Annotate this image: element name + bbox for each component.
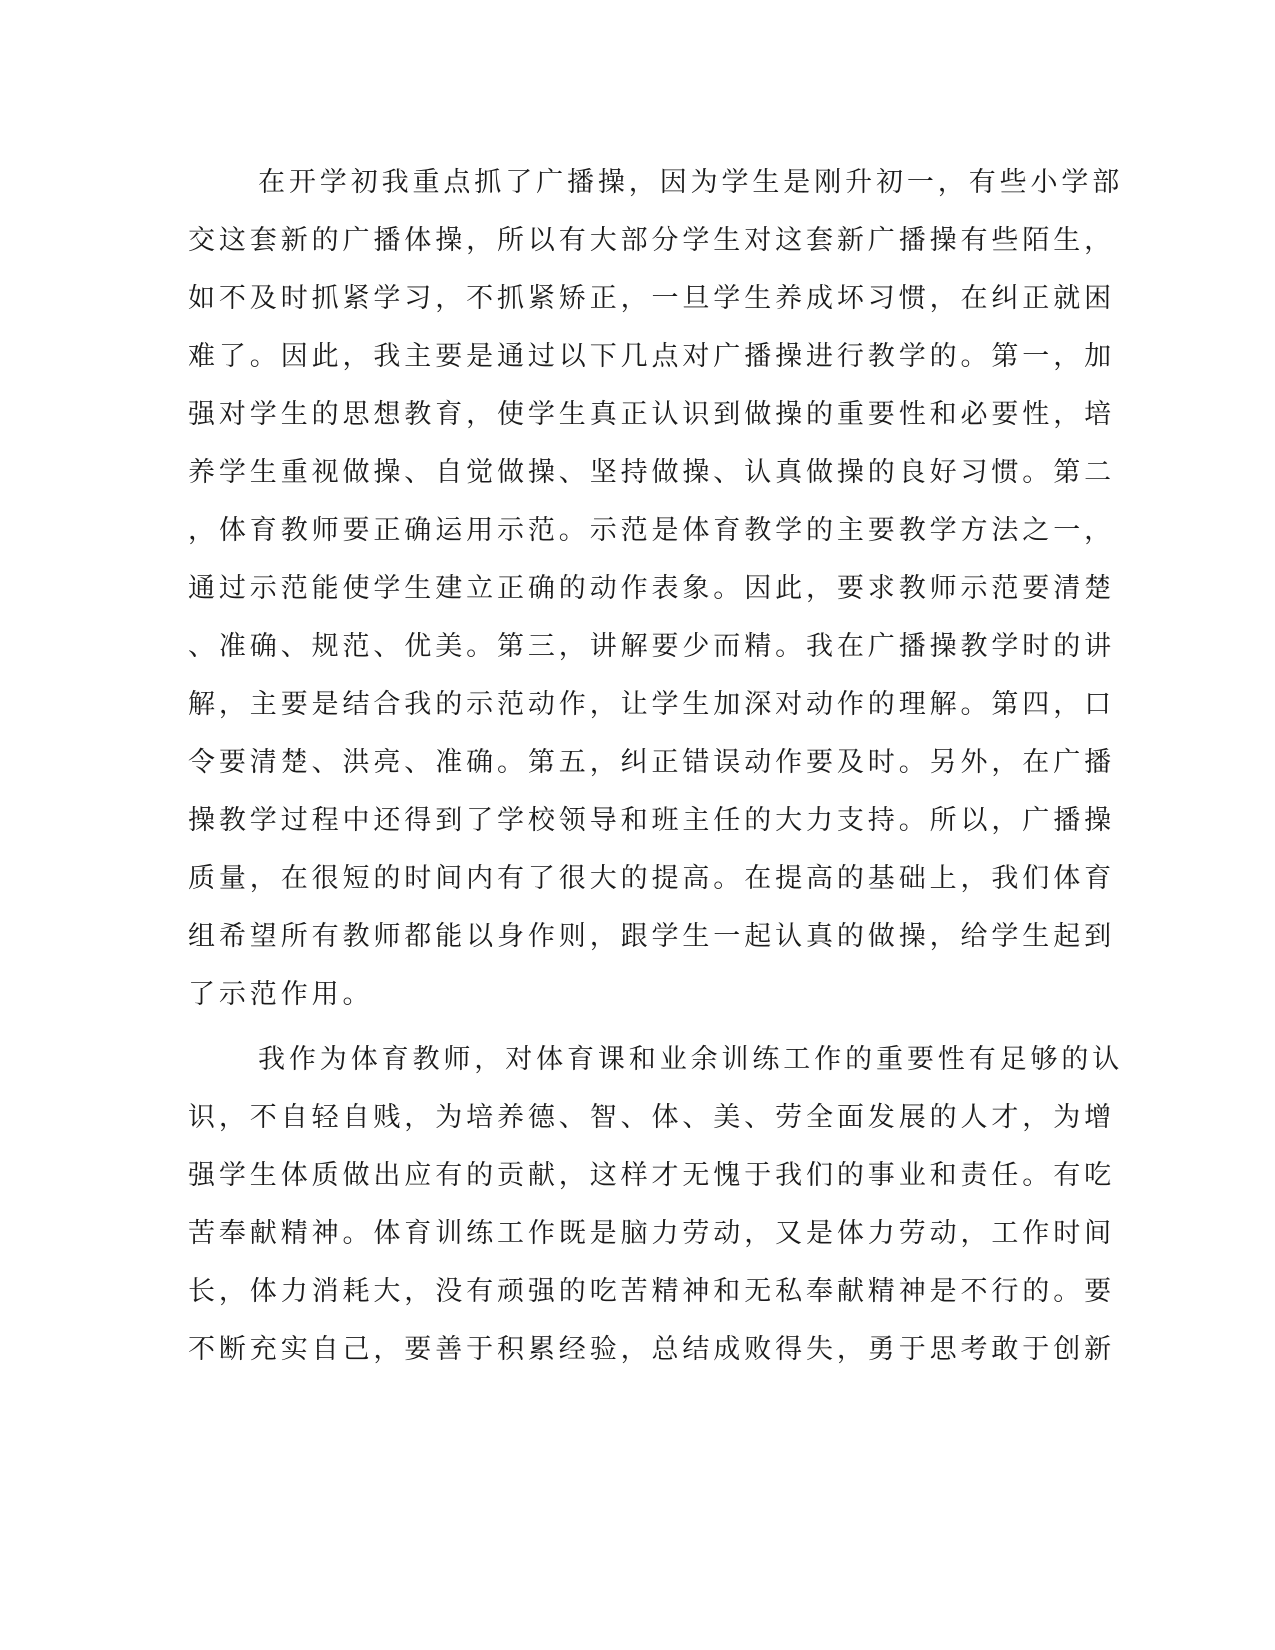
- text-line: 强学生体质做出应有的贡献，这样才无愧于我们的事业和责任。有吃: [188, 1160, 1115, 1191]
- text-line: 通过示范能使学生建立正确的动作表象。因此，要求教师示范要清楚: [188, 573, 1115, 604]
- text-line: 质量，在很短的时间内有了很大的提高。在提高的基础上，我们体育: [188, 863, 1115, 894]
- text-line: 如不及时抓紧学习，不抓紧矫正，一旦学生养成坏习惯，在纠正就困: [188, 283, 1115, 314]
- text-line: 操教学过程中还得到了学校领导和班主任的大力支持。所以，广播操: [188, 805, 1115, 836]
- text-line: 难了。因此，我主要是通过以下几点对广播操进行教学的。第一，加: [188, 341, 1115, 372]
- text-line: 强对学生的思想教育，使学生真正认识到做操的重要性和必要性，培: [188, 399, 1115, 430]
- text-line: 我作为体育教师，对体育课和业余训练工作的重要性有足够的认: [258, 1044, 1124, 1075]
- text-line: 在开学初我重点抓了广播操，因为学生是刚升初一，有些小学部: [258, 167, 1124, 198]
- text-line: 解，主要是结合我的示范动作，让学生加深对动作的理解。第四，口: [188, 689, 1115, 720]
- text-line: 养学生重视做操、自觉做操、坚持做操、认真做操的良好习惯。第二: [188, 457, 1115, 488]
- text-line: 组希望所有教师都能以身作则，跟学生一起认真的做操，给学生起到: [188, 921, 1115, 952]
- text-line: 交这套新的广播体操，所以有大部分学生对这套新广播操有些陌生，: [188, 225, 1115, 256]
- text-line: ，体育教师要正确运用示范。示范是体育教学的主要教学方法之一，: [188, 515, 1115, 546]
- text-line: 了示范作用。: [188, 979, 374, 1010]
- text-line: 不断充实自己，要善于积累经验，总结成败得失，勇于思考敢于创新: [188, 1334, 1115, 1365]
- text-line: 长，体力消耗大，没有顽强的吃苦精神和无私奉献精神是不行的。要: [188, 1276, 1115, 1307]
- text-line: 识，不自轻自贱，为培养德、智、体、美、劳全面发展的人才，为增: [188, 1102, 1115, 1133]
- text-line: 苦奉献精神。体育训练工作既是脑力劳动，又是体力劳动，工作时间: [188, 1218, 1115, 1249]
- text-line: 令要清楚、洪亮、准确。第五，纠正错误动作要及时。另外，在广播: [188, 747, 1115, 778]
- text-line: 、准确、规范、优美。第三，讲解要少而精。我在广播操教学时的讲: [188, 631, 1115, 662]
